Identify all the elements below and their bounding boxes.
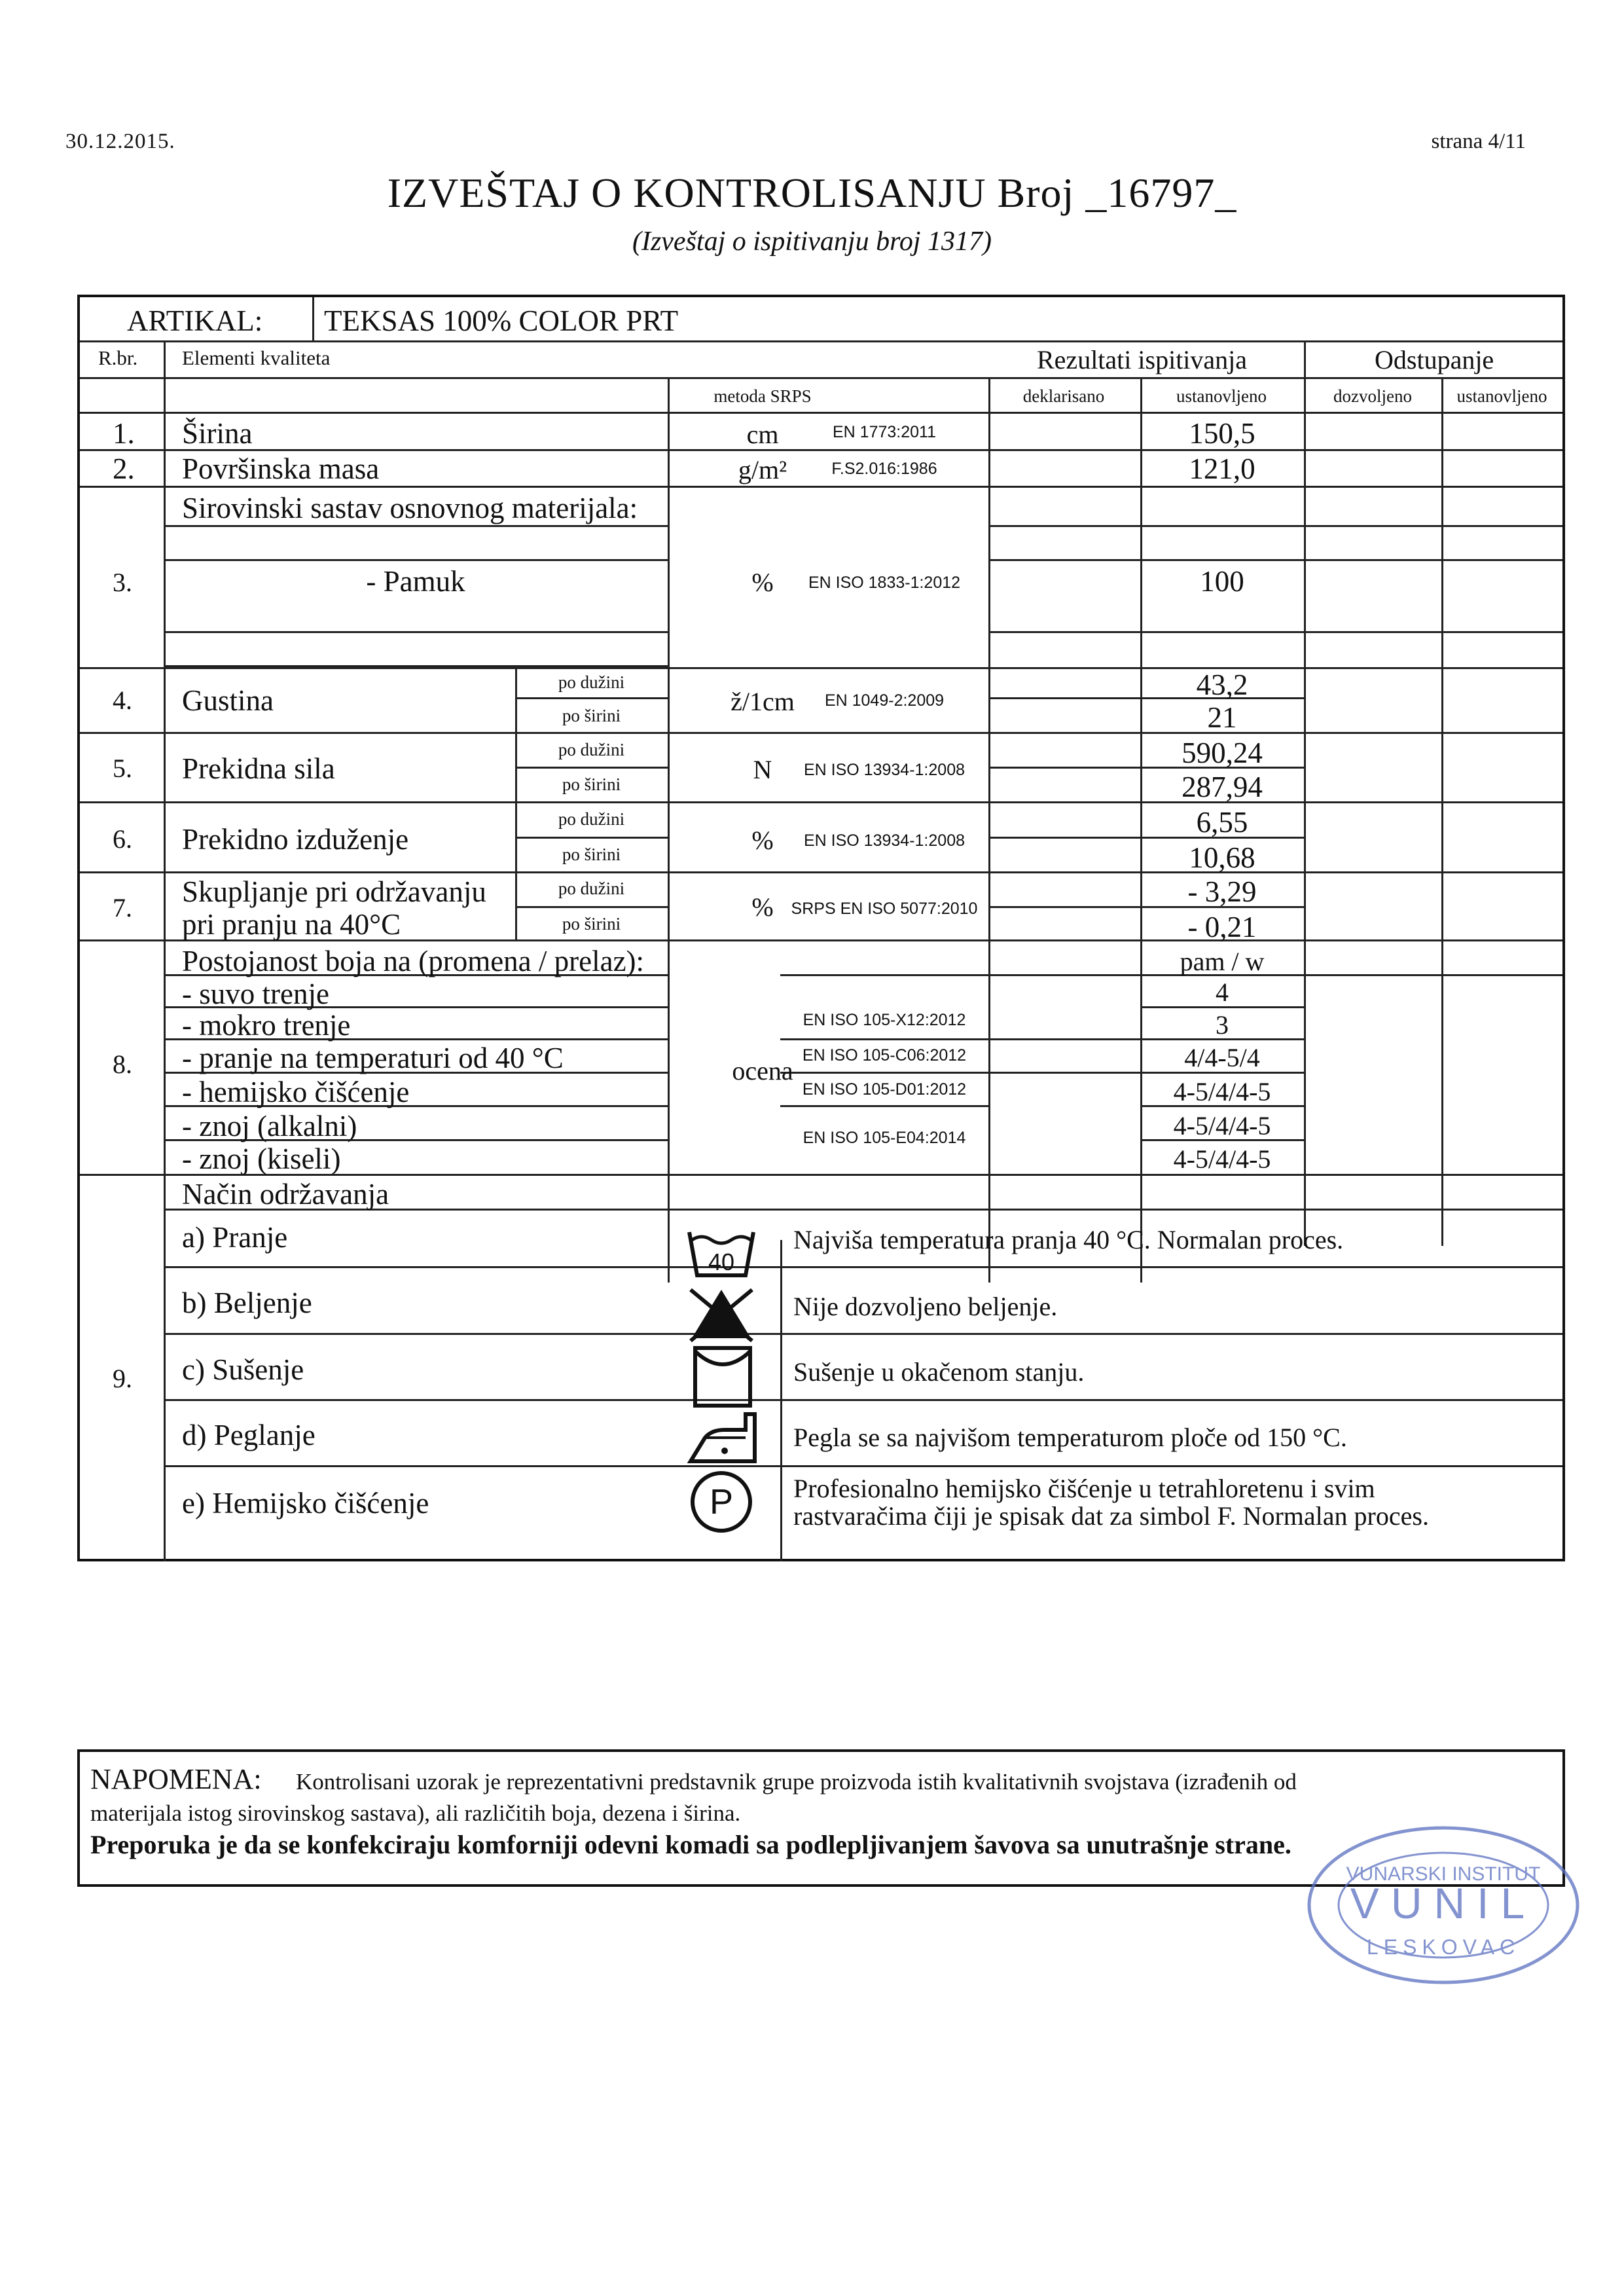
row8-value-3: 4/4-5/4: [1184, 1043, 1260, 1072]
col-results: Rezultati ispitivanja: [1037, 345, 1248, 374]
row2-no: 2.: [113, 452, 135, 485]
report-date: 30.12.2015.: [65, 130, 175, 153]
note-line2: materijala istog sirovinskog sastava), ali različitih boja, dezena i širina.: [90, 1800, 741, 1826]
row1-name: Širina: [182, 417, 253, 450]
row7-v2: - 0,21: [1187, 911, 1257, 943]
wash-40-icon: [685, 1228, 757, 1281]
col-method: metoda SRPS: [713, 386, 812, 406]
row1-no: 1.: [113, 417, 135, 450]
row6-v2: 10,68: [1189, 841, 1255, 874]
row7-unit: %: [751, 892, 774, 922]
stamp-name: VUNIL: [1350, 1879, 1537, 1927]
no-bleach-icon: [685, 1285, 757, 1343]
row4-sub1: po dužini: [558, 672, 625, 692]
row8-no: 8.: [113, 1049, 132, 1079]
row4-unit: ž/1cm: [731, 687, 795, 716]
row6-sub2: po širini: [562, 845, 621, 864]
row5-sub2: po širini: [562, 774, 621, 794]
quality-table: [77, 295, 1565, 1561]
row2-unit: g/m²: [738, 455, 787, 484]
col-found: ustanovljeno: [1176, 386, 1267, 406]
row9-no: 9.: [113, 1364, 132, 1393]
row5-name: Prekidna sila: [182, 752, 335, 785]
row8-item-6: - znoj (kiseli): [182, 1142, 341, 1175]
row3-name: - Pamuk: [366, 565, 465, 598]
line-dry-icon: [692, 1345, 754, 1410]
row2-method: F.S2.016:1986: [831, 460, 937, 478]
col-declared: deklarisano: [1022, 386, 1105, 406]
row7-sub2: po širini: [562, 914, 621, 934]
row8-value-6: 4-5/4/4-5: [1173, 1144, 1271, 1174]
page-number: strana 4/11: [1431, 130, 1526, 153]
row4-no: 4.: [113, 685, 132, 715]
row8-heading: Postojanost boja na (promena / prelaz):: [182, 945, 645, 977]
care-label-dryclean: e) Hemijsko čišćenje: [182, 1487, 429, 1520]
stamp-institute: VUNARSKI INSTITUT: [1346, 1863, 1541, 1885]
row1-value: 150,5: [1189, 417, 1255, 450]
iron-icon: [685, 1410, 761, 1466]
wash-temp: 40: [708, 1248, 735, 1275]
care-text-wash: Najviša temperatura pranja 40 °C. Normalan proces.: [793, 1225, 1344, 1254]
row7-v1: - 3,29: [1187, 875, 1257, 908]
row4-method: EN 1049-2:2009: [824, 691, 945, 710]
row5-v2: 287,94: [1182, 771, 1263, 803]
row8-value-2: 3: [1216, 1010, 1229, 1040]
row8-item-2: - mokro trenje: [182, 1009, 351, 1042]
row6-name: Prekidno izduženje: [182, 823, 409, 856]
row7-name2: pri pranju na 40°C: [182, 908, 401, 941]
row6-v1: 6,55: [1196, 806, 1248, 839]
care-label-dry: c) Sušenje: [182, 1353, 304, 1386]
col-rbr: R.br.: [98, 346, 138, 369]
note-line1: Kontrolisani uzorak je reprezentativni predstavnik grupe proizvoda istih kvalitativnih svojstava (izrađenih od: [296, 1769, 1297, 1795]
care-text-dry: Sušenje u okačenom stanju.: [793, 1357, 1085, 1387]
dry-clean-p-icon: [689, 1469, 754, 1535]
row8-item-1: - suvo trenje: [182, 977, 329, 1010]
row7-sub1: po dužini: [558, 879, 625, 898]
row6-method: EN ISO 13934-1:2008: [804, 831, 965, 850]
row7-no: 7.: [113, 893, 132, 922]
row8-value-4: 4-5/4/4-5: [1173, 1077, 1271, 1106]
col-allowed: dozvoljeno: [1333, 386, 1412, 406]
row3-method: EN ISO 1833-1:2012: [808, 574, 961, 592]
row1-unit: cm: [746, 420, 779, 449]
care-label-bleach: b) Beljenje: [182, 1286, 312, 1319]
row8-value-1: 4: [1216, 977, 1229, 1007]
row8-method-1: EN ISO 105-X12:2012: [803, 1011, 966, 1029]
row2-name: Površinska masa: [182, 452, 380, 485]
row4-v2: 21: [1207, 701, 1237, 734]
row4-v1: 43,2: [1196, 668, 1248, 701]
dryclean-letter: P: [709, 1482, 734, 1522]
article-value: TEKSAS 100% COLOR PRT: [324, 304, 679, 337]
row8-unit: ocena: [732, 1056, 793, 1085]
row3-unit: %: [751, 568, 774, 597]
report-title: IZVEŠTAJ O KONTROLISANJU Broj _16797_: [387, 170, 1237, 216]
care-text-bleach: Nije dozvoljeno beljenje.: [793, 1292, 1058, 1321]
row5-sub1: po dužini: [558, 740, 625, 759]
report-subtitle: (Izveštaj o ispitivanju broj 1317): [632, 227, 992, 257]
row8-method-4: EN ISO 105-E04:2014: [803, 1129, 966, 1147]
row8-method-3: EN ISO 105-D01:2012: [802, 1080, 967, 1099]
col-found2: ustanovljeno: [1456, 386, 1547, 406]
row6-unit: %: [751, 826, 774, 855]
note-recommendation: Preporuka je da se konfekciraju komforniji odevni komadi sa podlepljivanjem šavova sa unutrašnje strane.: [90, 1830, 1291, 1859]
row1-method: EN 1773:2011: [833, 423, 936, 441]
row7-method: SRPS EN ISO 5077:2010: [791, 900, 978, 918]
row4-name: Gustina: [182, 684, 274, 717]
row5-v1: 590,24: [1182, 737, 1263, 769]
stamp-city: LESKOVAC: [1366, 1935, 1521, 1959]
care-text-dryclean-2: rastvaračima čiji je spisak dat za simbol F. Normalan proces.: [793, 1501, 1429, 1531]
row8-value-5: 4-5/4/4-5: [1173, 1111, 1271, 1140]
care-label-iron: d) Peglanje: [182, 1419, 316, 1451]
row8-item-5: - znoj (alkalni): [182, 1110, 357, 1142]
note-label: NAPOMENA:: [90, 1763, 262, 1795]
row3-no: 3.: [113, 568, 132, 597]
col-elements: Elementi kvaliteta: [182, 346, 331, 369]
care-text-iron: Pegla se sa najvišom temperaturom ploče od 150 °C.: [793, 1423, 1347, 1452]
col-deviation: Odstupanje: [1375, 345, 1494, 374]
row6-no: 6.: [113, 824, 132, 854]
row8-item-3: - pranje na temperaturi od 40 °C: [182, 1042, 564, 1074]
row4-sub2: po širini: [562, 706, 621, 725]
row8-method-2: EN ISO 105-C06:2012: [802, 1046, 967, 1065]
row5-unit: N: [753, 755, 772, 784]
row5-no: 5.: [113, 754, 132, 783]
institute-stamp: [1299, 1820, 1587, 2016]
care-label-wash: a) Pranje: [182, 1221, 288, 1254]
row9-heading: Način održavanja: [182, 1178, 389, 1211]
row7-name1: Skupljanje pri održavanju: [182, 875, 486, 908]
row5-method: EN ISO 13934-1:2008: [804, 761, 965, 779]
row8-item-4: - hemijsko čišćenje: [182, 1076, 410, 1108]
row8-scale: pam / w: [1180, 947, 1265, 976]
care-text-dryclean-1: Profesionalno hemijsko čišćenje u tetrahloretenu i svim: [793, 1474, 1375, 1503]
row3-heading: Sirovinski sastav osnovnog materijala:: [182, 492, 638, 524]
article-label: ARTIKAL:: [127, 304, 263, 337]
row6-sub1: po dužini: [558, 809, 625, 829]
row3-value: 100: [1200, 565, 1244, 598]
row2-value: 121,0: [1189, 452, 1255, 485]
